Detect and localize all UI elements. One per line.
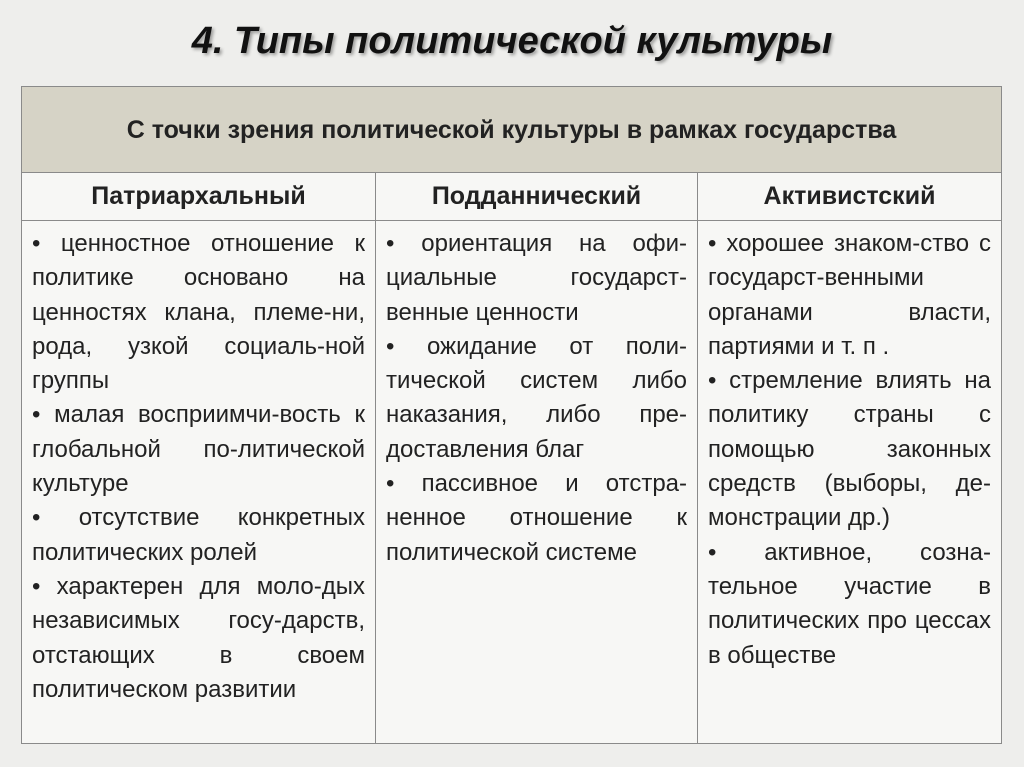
list-item: • активное, созна-тельное участие в политических про цессах в обществе bbox=[708, 538, 991, 669]
list-item: • хорошее знаком-ство с государст-венными органами власти, партиями и т. п . bbox=[708, 230, 991, 360]
column-header-subject: Подданнический bbox=[376, 173, 698, 220]
list-item: • стремление влиять на политику страны с помощью законных средств (выборы, де-монстрации др.) bbox=[708, 367, 991, 532]
column-headers bbox=[22, 173, 1001, 221]
list-item: • малая восприимчи-вость к глобальной по-литической культуре bbox=[32, 401, 365, 498]
list-item: • характерен для моло-дых независимых госу-дарств, отстающих в своем политическом развитии bbox=[32, 572, 365, 703]
table-header: С точки зрения политической культуры в рамках государства bbox=[22, 87, 1001, 173]
table-body bbox=[22, 221, 1001, 743]
cell-activist bbox=[698, 221, 1001, 743]
list-item: • пассивное и отстра-ненное отношение к политической системе bbox=[386, 470, 687, 566]
cell-subject bbox=[376, 221, 698, 743]
list-item: • ценностное отношение к политике основано на ценностях клана, племе-ни, рода, узкой социаль-ной группы bbox=[32, 230, 365, 395]
political-culture-table bbox=[21, 86, 1002, 744]
column-header-patriarchal: Патриархальный bbox=[22, 173, 376, 220]
slide-title: 4. Типы политической культуры bbox=[191, 20, 833, 62]
list-item: • ожидание от поли-тической систем либо наказания, либо пре-доставления благ bbox=[386, 332, 687, 463]
column-header-activist: Активистский bbox=[763, 182, 936, 210]
list-item: • ориентация на офи-циальные государст-венные ценности bbox=[386, 230, 687, 326]
list-item: • отсутствие конкретных политических ролей bbox=[32, 504, 365, 566]
cell-patriarchal bbox=[22, 221, 376, 743]
